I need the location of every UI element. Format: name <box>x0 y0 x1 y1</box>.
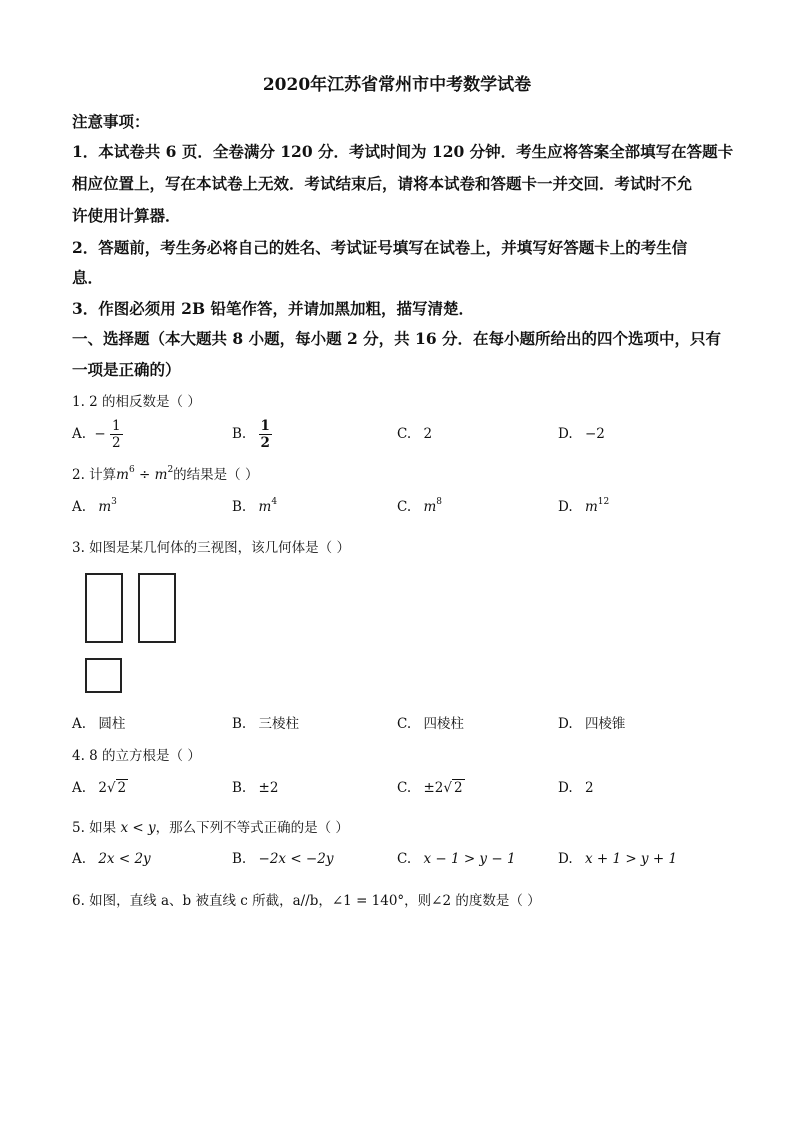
q1-option-b[interactable] <box>232 418 272 451</box>
expression: x + 1 > y + 1 <box>584 851 678 867</box>
var-m: m <box>116 467 129 483</box>
notice-line-1c: 许使用计算器． <box>72 206 181 225</box>
option-label: B. <box>232 499 247 515</box>
option-text: 四棱柱 <box>423 716 464 732</box>
exponent: 2 <box>167 465 174 475</box>
q4-option-d[interactable] <box>558 780 594 796</box>
question-1-stem: 1. 2 的相反数是（ ） <box>72 394 201 410</box>
option-label: D. <box>558 780 573 796</box>
radical-sign-icon: √ <box>106 780 116 796</box>
exponent: 8 <box>436 497 442 507</box>
notice-line-1b: 相应位置上，写在本试卷上无效．考试结束后，请将本试卷和答题卡一并交回．考试时不允 <box>72 174 693 193</box>
exponent: 6 <box>128 465 135 475</box>
option-label: C. <box>397 716 412 732</box>
option-value: 2 <box>423 426 433 442</box>
option-label: C. <box>397 499 412 515</box>
stem-suffix: ，那么下列不等式正确的是（ ） <box>155 820 349 836</box>
fraction <box>110 418 123 451</box>
q2-option-d[interactable] <box>558 499 609 515</box>
q2-option-b[interactable] <box>232 499 277 515</box>
radicand: 2 <box>453 780 463 796</box>
fraction <box>259 418 272 451</box>
option-label: A. <box>72 499 87 515</box>
q5-option-b[interactable] <box>232 851 333 867</box>
square-root <box>443 780 464 796</box>
numerator: 1 <box>260 418 270 434</box>
notice-line-3: 3．作图必须用 2B 铅笔作答，并请加黑加粗，描写清楚． <box>72 299 474 318</box>
condition: x < y <box>120 820 156 836</box>
section-header-line-2: 一项是正确的） <box>72 360 181 379</box>
question-3-stem: 3. 如图是某几何体的三视图，该几何体是（ ） <box>72 540 350 556</box>
radicand: 2 <box>117 780 127 796</box>
q5-option-c[interactable] <box>397 851 516 867</box>
expression: −2x < −2y <box>258 851 334 867</box>
top-view-square <box>85 658 122 693</box>
q1-option-c[interactable] <box>397 426 432 442</box>
q3-option-b[interactable] <box>232 712 299 732</box>
q4-option-b[interactable] <box>232 780 278 796</box>
option-text: ±2 <box>258 780 279 796</box>
option-label: C. <box>397 426 412 442</box>
side-view-rectangle <box>138 573 176 643</box>
var-m: m <box>584 499 598 515</box>
q3-option-a[interactable] <box>72 712 125 732</box>
notice-line-2b: 息． <box>72 268 104 287</box>
page-title: 2020年江苏省常州市中考数学试卷 <box>262 75 532 95</box>
question-4-stem: 4. 8 的立方根是（ ） <box>72 748 201 764</box>
section-header-line-1: 一、选择题（本大题共 8 小题，每小题 2 分，共 16 分．在每小题所给出的四个选项中，只有 <box>72 329 722 348</box>
option-label: A. <box>72 716 87 732</box>
coefficient: ±2 <box>423 780 444 796</box>
q2-option-a[interactable] <box>72 499 117 515</box>
option-label: A. <box>72 780 87 796</box>
q5-option-a[interactable] <box>72 851 151 867</box>
denominator: 2 <box>260 435 270 451</box>
option-text: 四棱锥 <box>584 716 626 732</box>
q1-option-d[interactable] <box>558 426 605 442</box>
q3-option-d[interactable] <box>558 712 625 732</box>
stem-suffix: 的结果是（ ） <box>173 467 259 483</box>
option-label: D. <box>558 851 573 867</box>
front-view-rectangle <box>85 573 123 643</box>
expression: x − 1 > y − 1 <box>423 851 516 867</box>
question-6-stem: 6. 如图，直线 a、b 被直线 c 所截，a//b，∠1 = 140°，则∠2 的度数是（ ） <box>72 893 541 909</box>
minus-sign: − <box>94 426 106 442</box>
option-text: 圆柱 <box>98 716 126 732</box>
notice-line-2a: 2．答题前，考生务必将自己的姓名、考试证号填写在试卷上，并填写好答题卡上的考生信 <box>72 238 688 257</box>
var-m: m <box>423 499 437 515</box>
exponent: 3 <box>111 497 117 507</box>
option-label: B. <box>232 851 247 867</box>
q3-option-c[interactable] <box>397 712 464 732</box>
square-root <box>107 780 128 796</box>
q4-option-a[interactable] <box>72 780 128 796</box>
question-2-stem <box>72 463 258 483</box>
option-text: 三棱柱 <box>258 716 300 732</box>
q1-option-a[interactable] <box>72 418 123 451</box>
option-label: C. <box>397 780 412 796</box>
option-text: 2 <box>584 780 594 796</box>
question-5-stem <box>72 816 349 836</box>
notice-line-1a: 1．本试卷共 6 页．全卷满分 120 分．考试时间为 120 分钟．考生应将答案全部填写在答题卡 <box>72 142 734 161</box>
radical-sign-icon: √ <box>443 780 452 796</box>
notice-heading: 注意事项： <box>72 112 150 131</box>
coefficient: 2 <box>98 780 107 796</box>
option-label: B. <box>232 426 247 442</box>
q4-option-c[interactable] <box>397 780 465 796</box>
stem-prefix: 2. 计算 <box>72 467 117 483</box>
option-label: A. <box>72 426 87 442</box>
divide-sign: ÷ <box>139 467 151 483</box>
numerator: 1 <box>111 418 121 434</box>
option-label: B. <box>232 716 247 732</box>
q2-option-c[interactable] <box>397 499 442 515</box>
var-m: m <box>154 467 168 483</box>
expression: 2x < 2y <box>98 851 151 867</box>
option-label: D. <box>558 499 573 515</box>
q5-option-d[interactable] <box>558 851 677 867</box>
option-label: D. <box>558 426 573 442</box>
option-value: −2 <box>584 426 605 442</box>
exponent: 12 <box>597 497 610 507</box>
exponent: 4 <box>271 497 278 507</box>
option-label: B. <box>232 780 247 796</box>
option-label: A. <box>72 851 87 867</box>
denominator: 2 <box>111 435 121 451</box>
option-label: C. <box>397 851 412 867</box>
stem-prefix: 5. 如果 <box>72 820 117 836</box>
var-m: m <box>258 499 272 515</box>
var-m: m <box>98 499 112 515</box>
option-label: D. <box>558 716 573 732</box>
